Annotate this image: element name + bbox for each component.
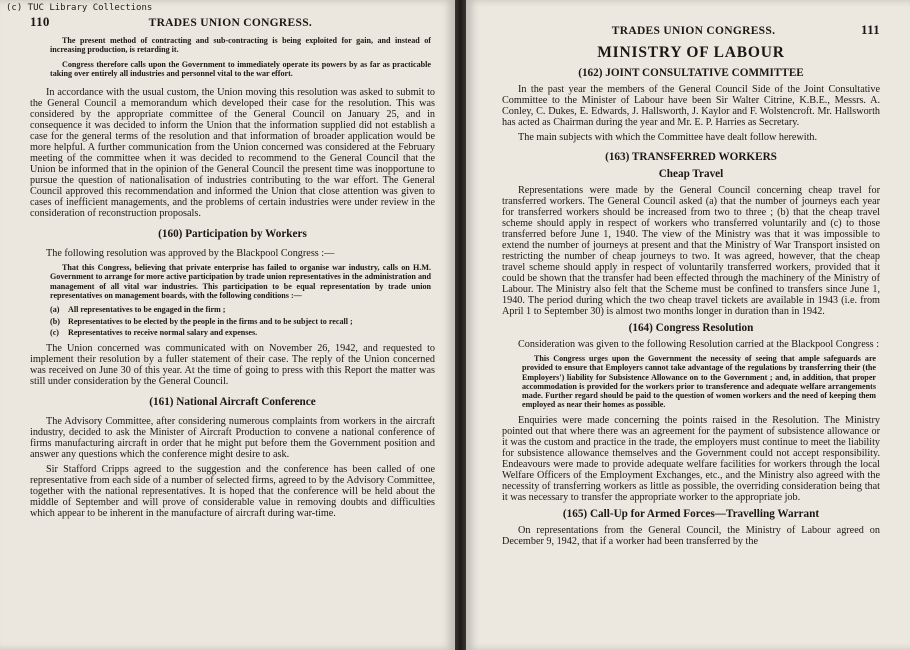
left-page-number: 110 — [30, 14, 50, 29]
condition-item: (a) All representatives to be engaged in the firm ; — [50, 305, 226, 315]
section-heading-164: (164) Congress Resolution — [628, 322, 754, 334]
subheading-cheap-travel: Cheap Travel — [658, 168, 724, 180]
section-heading-163: (163) TRANSFERRED WORKERS — [605, 151, 777, 163]
conditions-list — [50, 305, 435, 337]
paragraph: Representations were made by the General Council concerning cheap travel for transferred workers. The General Council asked (a) that the number of journeys each year for transferred workers should be increased from two to three ; (b) that the cheap travel scheme should apply in respect of workers who transferred voluntarily and (c) to those transferred before June 1, 1940. The view of the Ministry was that it was impossible to extend the number of journeys at present and that the Ministry of War Transport insisted on restricting the number of cheap journeys to two. It was agreed, however, that the cheap travel scheme should apply in respect of voluntarily transferred workers, provided that it could be shown that the transfer had been effected through the machinery of the Ministry of Labour. The Ministry also felt that the Scheme must be confined to transfers since June 1, 1940. The period during which the two cheap travel tickets are available in 1943 (i.e. from April 1 to September 30) is almost two months longer in duration than in 1942. — [502, 185, 880, 317]
condition-item: (b) Representatives to be elected by the people in the firms and to be subject to recall ; — [50, 316, 353, 326]
paragraph: The following resolution was approved by the Blackpool Congress :— — [46, 248, 335, 260]
main-heading: MINISTRY OF LABOUR — [597, 44, 785, 61]
left-running-title: TRADES UNION CONGRESS. — [148, 17, 313, 29]
section-heading-161: (161) National Aircraft Conference — [149, 396, 316, 409]
section-heading-162: (162) JOINT CONSULTATIVE COMMITTEE — [578, 67, 804, 79]
paragraph: Sir Stafford Cripps agreed to the suggestion and the conference has been called of one representative from each side of a number of selected firms, agreed to by the Advisory Committee, together with the national representatives. It is hoped that the conference will be held about the middle of September and will prove of considerable value in removing doubts and difficulties which appear to be inherent in the manufacture of aircraft during war-time. — [30, 464, 435, 520]
paragraph: In accordance with the usual custom, the Union moving this resolution was asked to submit to the General Council a memorandum which developed their case for the resolution. This was considered by the appropriate committee of the General Council on January 25, and in consequence it was decided to inform the Union that the information supplied did not establish a case for the general terms of the resolution and that information of broader application would be more helpful. A further communication from the Union concerned was considered at the February meeting of the committee when it was decided to recommend to the General Council that the Union be informed that in the opinion of the General Council the present time was inopportune to pursue the question of nationalisation of industries contributing to the war effort. The General Council approved this recommendation and informed the Union that close attention was given to cases of inefficient managements, and the problems of certain industries were under review in the consideration of reconstruction proposals. — [30, 87, 435, 220]
paragraph: The Advisory Committee, after considering numerous complaints from workers in the aircraft industry, decided to ask the Minister of Aircraft Production to convene a national conference of firms manufacturing aircraft in order that he might put before them the Government position and answer any questions which the conference might desire to ask. — [30, 416, 435, 461]
paragraph: The main subjects with which the Committee have dealt follow herewith. — [518, 132, 818, 143]
quote-2: Congress therefore calls upon the Government to immediately operate its powers by as far as practicable taking over entirely all industries and personnel vital to the war effort. — [50, 59, 431, 78]
paragraph: The Union concerned was communicated with on November 26, 1942, and requested to implement their resolution by a fuller statement of their case. The reply of the Union concerned was received on June 30 of this year. At the time of going to press with this Report the matter was still under consideration by the General Council. — [30, 343, 435, 388]
quote-164: This Congress urges upon the Government the necessity of seeing that ample safeguards are provided to ensure that Employers cannot take advantage of the regulations by transferring their (the Employers') liability for Subsistence Allowance on to the Government ; and, in addition, that proper accommodation is provided for the workers prior to transference and adequate welfare arrangements made. Further regard should be paid to the question of women workers and the need of keeping them employed as near their homes as possible. — [522, 354, 876, 410]
paragraph: Consideration was given to the following Resolution carried at the Blackpool Congress : — [518, 339, 880, 350]
section-heading-165: (165) Call-Up for Armed Forces—Travelling Warrant — [562, 507, 820, 520]
right-page-number: 111 — [861, 22, 880, 37]
section-heading-160: (160) Participation by Workers — [158, 228, 307, 241]
quote-1: The present method of contracting and sub-contracting is being exploited for gain, and instead of increasing production, is retarding it. — [50, 36, 431, 55]
paragraph: Enquiries were made concerning the points raised in the Resolution. The Ministry pointed out that where there was an agreement for the payment of subsistence allowance or it was the custom and practice in the trade, the employers must continue to meet the liability for subsistence allowance themselves and the Government could not accept responsibility. Endeavours were made to provide adequate welfare facilities for workers through the local Welfare Officers of the Employment Exchanges, etc., and the Ministry also agreed with the necessity of transferring workers as little as possible, the overriding consideration being that it was necessary to transfer the appropriate worker to the appropriate job. — [502, 414, 880, 503]
condition-item: (c) Representatives to receive normal salary and expenses. — [50, 327, 258, 337]
paragraph: On representations from the General Council, the Ministry of Labour agreed on December 9, 1942, that if a worker had been transferred by the — [502, 524, 880, 547]
paragraph: In the past year the members of the General Council Side of the Joint Consultative Committee to the Minister of Labour have been Sir Walter Citrine, K.B.E., Messrs. A. Conley, C. Dukes, E. Edwards, J. Hallsworth, J. Kaylor and F. Wolstencroft. Mr. Hallsworth has acted as Chairman during the year and Mr. E. P. Harries as Secretary. — [502, 84, 880, 128]
quote-160: That this Congress, believing that private enterprise has failed to organise war industry, calls on H.M. Government to arrange for more active participation by trade union representatives in the administration and management of all vital war industries. This participation to be equal representation by trade union representatives on management boards, with the following conditions :— — [50, 263, 431, 301]
right-running-title: TRADES UNION CONGRESS. — [611, 25, 776, 37]
right-running-head — [502, 16, 880, 38]
right-page — [466, 0, 910, 650]
book-gutter — [455, 0, 466, 650]
watermark: (c) TUC Library Collections — [6, 3, 153, 13]
